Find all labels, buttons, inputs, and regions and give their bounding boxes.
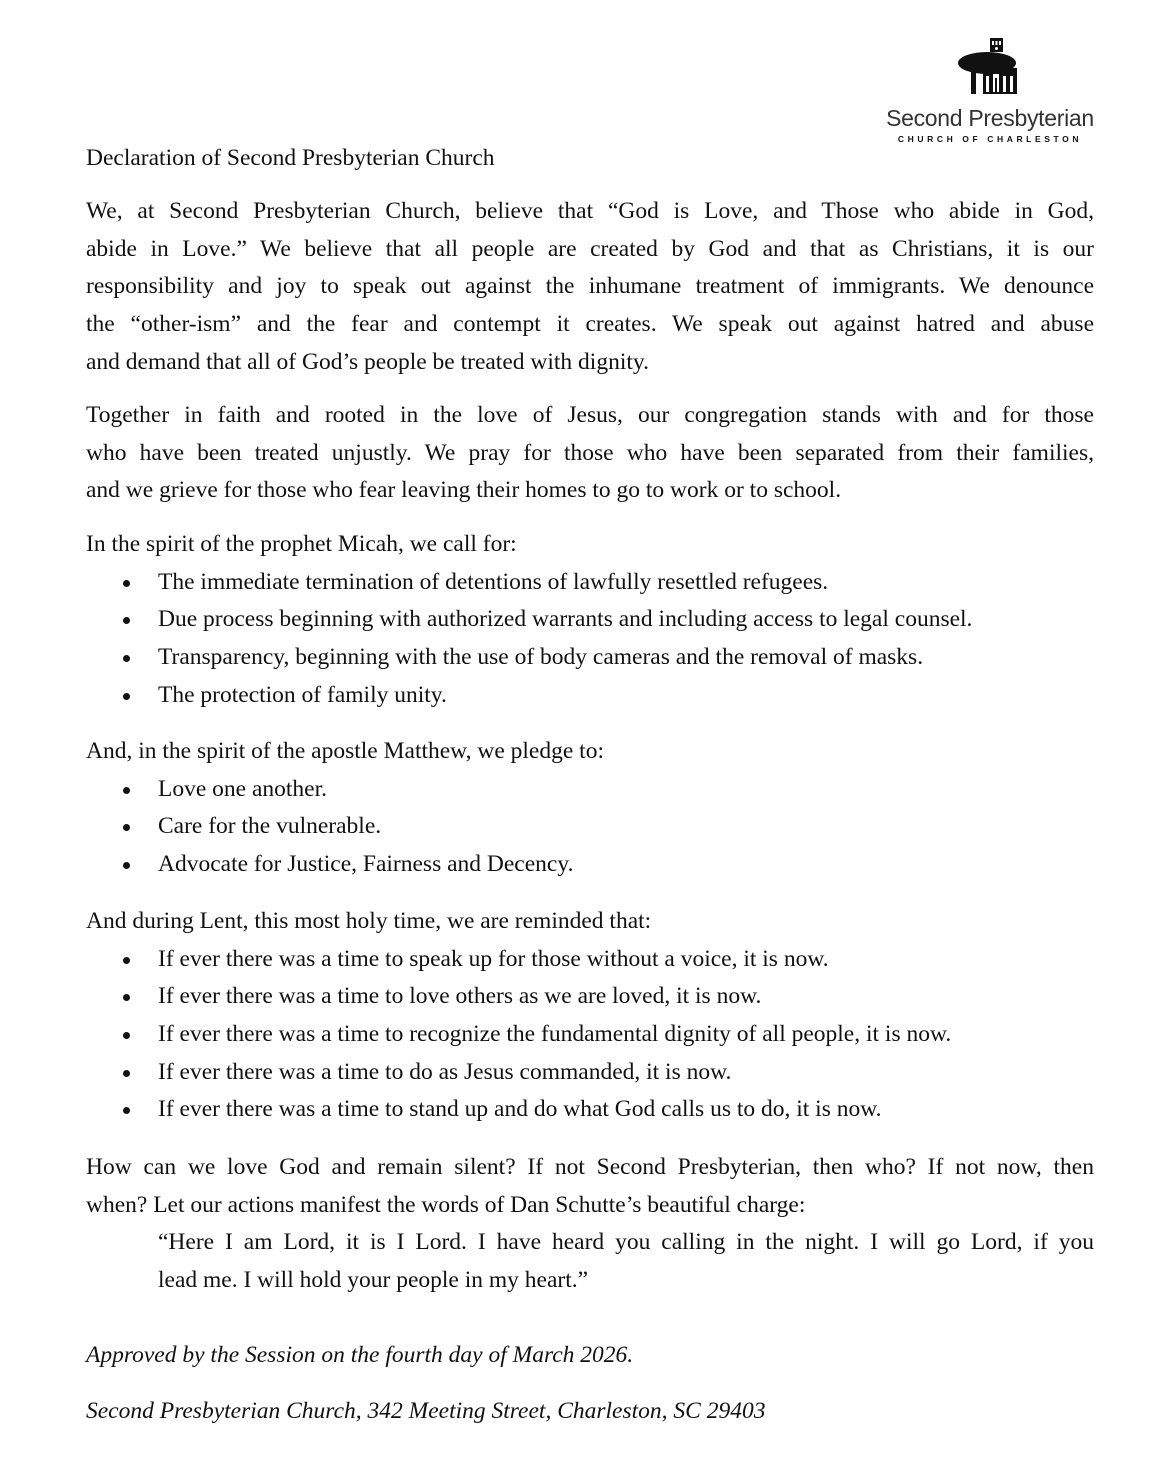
block-quote [86,1224,1094,1299]
title-text: Declaration of Second Presbyterian Church [86,145,495,171]
section-intro: And during Lent, this most holy time, we are reminded that: [86,908,652,934]
paragraph-2 [86,397,1094,510]
list-item-text: Advocate for Justice, Fairness and Decency. [158,851,574,878]
bullet-icon [123,862,130,869]
text-line: the “other-ism” and the fear and contempt it creates. We speak out against hatred and abuse [86,311,1094,338]
approval-text: Approved by the Session on the fourth day of March 2026. [86,1342,634,1368]
list-item [86,639,1094,677]
text-line: who have been treated unjustly. We pray for those who have been separated from their families, [86,439,1094,466]
list-item [86,1054,1094,1092]
list-item-text: If ever there was a time to stand up and do what God calls us to do, it is now. [158,1096,882,1123]
text-line: Together in faith and rooted in the love of Jesus, our congregation stands with and for those [86,402,1094,428]
lent-section [86,903,1094,1129]
list-item [86,1016,1094,1054]
closing-paragraph [86,1149,1094,1300]
list-item-text: The immediate termination of detentions of lawfully resettled refugees. [158,568,829,595]
list-item-text: If ever there was a time to recognize the fundamental dignity of all people, it is now. [158,1021,952,1048]
bullet-icon [123,787,130,794]
church-tree-icon [957,36,1023,96]
logo-name: Second Presbyterian [886,105,1094,131]
bullet-icon [123,617,130,624]
list-item [86,808,1094,846]
logo-subtitle: CHURCH OF CHARLESTON [897,134,1083,144]
list-item [86,1091,1094,1129]
list-item-text: If ever there was a time to speak up for those without a voice, it is now. [158,945,829,972]
document-title [86,140,1094,178]
list-item-text: Due process beginning with authorized warrants and including access to legal counsel. [158,606,973,633]
micah-section [86,526,1094,714]
bullet-icon [123,957,130,964]
text-line: and demand that all of God’s people be treated with dignity. [86,348,649,375]
list-item [86,978,1094,1016]
text-line: abide in Love.” We believe that all people are created by God and that as Christians, it is our [86,235,1094,262]
bullet-icon [123,655,130,662]
text-line: responsibility and joy to speak out against the inhumane treatment of immigrants. We denounce [86,273,1094,300]
bullet-icon [123,824,130,831]
bullet-icon [123,1107,130,1114]
quote-line: “Here I am Lord, it is I Lord. I have heard you calling in the night. I will go Lord, if you [158,1229,1094,1256]
list-item [86,601,1094,639]
text-line: when? Let our actions manifest the words of Dan Schutte’s beautiful charge: [86,1191,806,1218]
bullet-icon [123,994,130,1001]
list-item-text: If ever there was a time to love others as we are loved, it is now. [158,983,762,1010]
bullet-icon [123,1070,130,1077]
paragraph-1 [86,193,1094,381]
list-item-text: The protection of family unity. [158,681,447,708]
bullet-icon [123,693,130,700]
approval-note [86,1337,1094,1375]
list-item [86,677,1094,715]
text-line: and we grieve for those who fear leaving their homes to go to work or to school. [86,477,842,504]
list-item [86,846,1094,884]
list-item-text: Care for the vulnerable. [158,813,382,840]
address-text: Second Presbyterian Church, 342 Meeting Street, Charleston, SC 29403 [86,1398,766,1424]
bullet-icon [123,580,130,587]
list-item-text: If ever there was a time to do as Jesus commanded, it is now. [158,1058,732,1085]
church-logo [884,36,1096,144]
quote-line: lead me. I will hold your people in my heart.” [158,1267,589,1294]
bullet-icon [123,1032,130,1039]
list-item [86,941,1094,979]
matthew-section [86,733,1094,884]
section-intro: In the spirit of the prophet Micah, we call for: [86,531,517,557]
list-item-text: Transparency, beginning with the use of body cameras and the removal of masks. [158,644,924,671]
list-item [86,771,1094,809]
text-line: How can we love God and remain silent? If not Second Presbyterian, then who? If not now, then [86,1154,1094,1180]
section-intro: And, in the spirit of the apostle Matthew, we pledge to: [86,738,604,764]
text-line: We, at Second Presbyterian Church, believe that “God is Love, and Those who abide in God, [86,198,1094,224]
list-item-text: Love one another. [158,775,328,802]
church-address [86,1393,1094,1431]
list-item [86,564,1094,602]
